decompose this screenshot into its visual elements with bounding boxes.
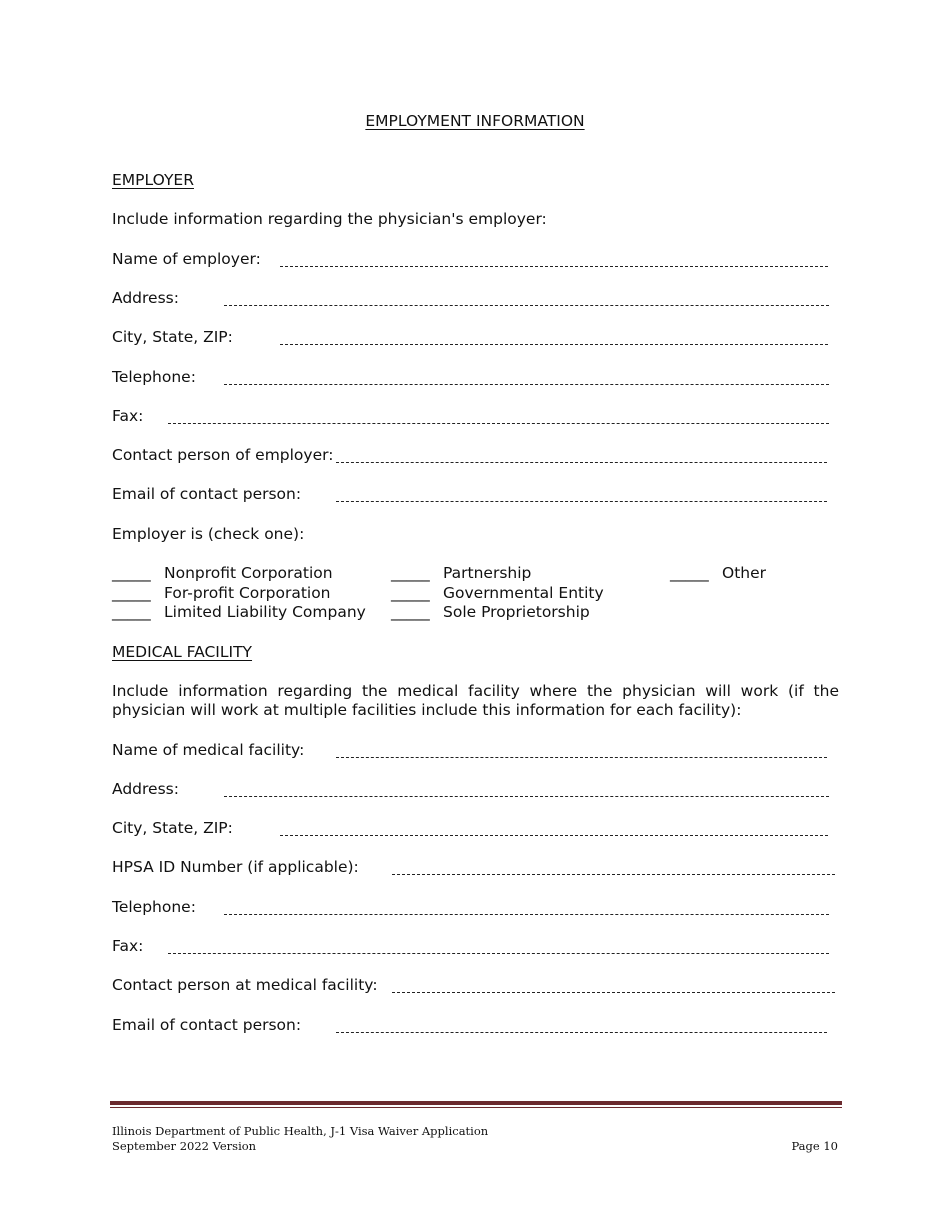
facility-telephone-label: Telephone: [112, 898, 196, 916]
employer-city-field[interactable] [280, 344, 828, 345]
employer-fax-label: Fax: [112, 407, 144, 425]
employer-type-label: Employer is (check one): [112, 525, 305, 543]
facility-city-field[interactable] [280, 835, 828, 836]
employer-telephone-field[interactable] [224, 384, 829, 385]
option-other: Other [722, 564, 767, 582]
employer-intro: Include information regarding the physician's employer: [112, 210, 547, 228]
facility-address-field[interactable] [224, 796, 829, 797]
option-forprofit-corporation: For-profit Corporation [164, 584, 331, 602]
employer-city-label: City, State, ZIP: [112, 328, 233, 346]
facility-intro: Include information regarding the medical facility where the physician will work (if the physician will work at multiple facilities include this information for each facility): [112, 682, 839, 719]
facility-email-label: Email of contact person: [112, 1016, 302, 1034]
employer-heading: EMPLOYER [112, 171, 194, 189]
employer-contact-label: Contact person of employer: [112, 446, 334, 464]
employer-name-label: Name of employer: [112, 250, 261, 268]
option-sole-proprietorship: Sole Proprietorship [443, 603, 590, 621]
checkbox-blank[interactable]: _____ [391, 584, 430, 602]
option-partnership: Partnership [443, 564, 532, 582]
page-title: EMPLOYMENT INFORMATION [365, 112, 585, 130]
facility-name-field[interactable] [336, 757, 827, 758]
facility-city-label: City, State, ZIP: [112, 819, 233, 837]
employer-contact-field[interactable] [336, 462, 827, 463]
employer-name-field[interactable] [280, 266, 828, 267]
checkbox-blank[interactable]: _____ [112, 584, 151, 602]
option-limited-liability-company: Limited Liability Company [164, 603, 366, 621]
facility-contact-label: Contact person at medical facility: [112, 976, 378, 994]
employer-email-field[interactable] [336, 501, 827, 502]
footer-rule-thin [110, 1107, 842, 1108]
employer-address-label: Address: [112, 289, 179, 307]
facility-telephone-field[interactable] [224, 914, 829, 915]
employer-telephone-label: Telephone: [112, 368, 196, 386]
footer-line1: Illinois Department of Public Health, J-1 Visa Waiver Application [112, 1124, 489, 1138]
footer-line2: September 2022 Version [112, 1139, 257, 1153]
checkbox-blank[interactable]: _____ [112, 603, 151, 621]
employer-email-label: Email of contact person: [112, 485, 302, 503]
facility-hpsa-field[interactable] [392, 874, 835, 875]
page-number: Page 10 [791, 1139, 838, 1153]
facility-address-label: Address: [112, 780, 179, 798]
checkbox-blank[interactable]: _____ [112, 564, 151, 582]
checkbox-blank[interactable]: _____ [670, 564, 709, 582]
employer-address-field[interactable] [224, 305, 829, 306]
checkbox-blank[interactable]: _____ [391, 603, 430, 621]
footer-rule [110, 1101, 842, 1105]
option-nonprofit-corporation: Nonprofit Corporation [164, 564, 333, 582]
facility-fax-field[interactable] [168, 953, 829, 954]
facility-fax-label: Fax: [112, 937, 144, 955]
employer-fax-field[interactable] [168, 423, 829, 424]
checkbox-blank[interactable]: _____ [391, 564, 430, 582]
option-governmental-entity: Governmental Entity [443, 584, 604, 602]
facility-contact-field[interactable] [392, 992, 835, 993]
facility-name-label: Name of medical facility: [112, 741, 305, 759]
facility-hpsa-label: HPSA ID Number (if applicable): [112, 858, 359, 876]
facility-email-field[interactable] [336, 1032, 827, 1033]
facility-heading: MEDICAL FACILITY [112, 643, 253, 661]
